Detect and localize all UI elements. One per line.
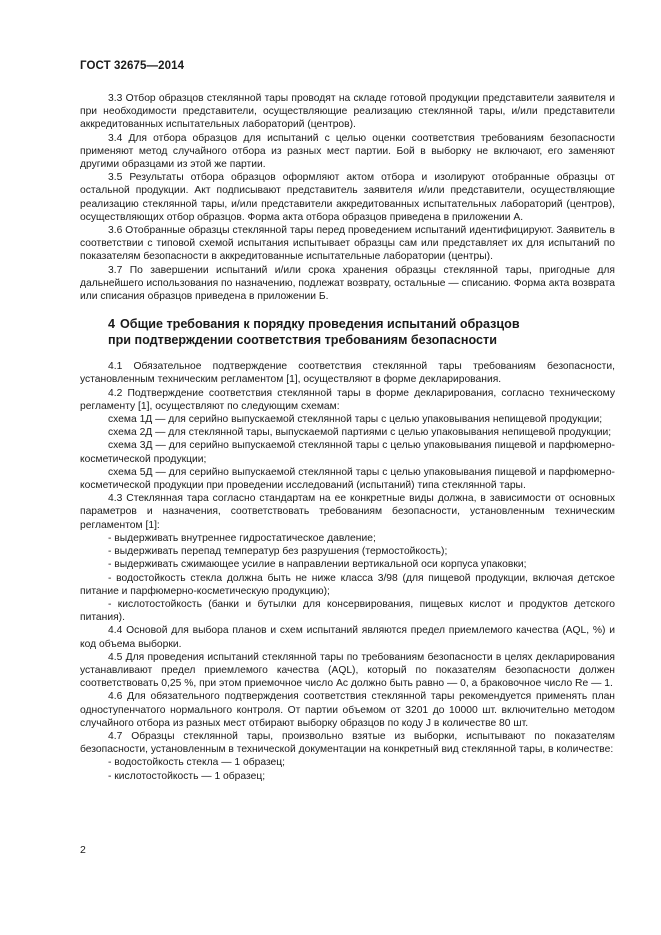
list-item-thermal: - выдерживать перепад температур без разрушения (термостойкость);	[108, 546, 448, 558]
list-item-water-resistance: - водостойкость стекла должна быть не ниже класса 3/98 (для пищевой продукции, включая детское питание и парфюмерно-косметическую продукцию);	[80, 572, 615, 597]
page-number: 2	[80, 844, 86, 856]
paragraph-3-7: 3.7 По завершении испытаний и/или срока хранения образцы стеклянной тары, пригодные для дальнейшего использования по назначению, подлежат возврату, остальные — списанию. Форма акта возврата или списания образцов приведена в приложении Б.	[80, 264, 615, 303]
paragraph-3-6: 3.6 Отобранные образцы стеклянной тары перед проведением испытаний идентифицируют. Заявитель в соответствии с типовой схемой испытания испытывает образцы сам или представляет их для испытаний по показателям безопасности в аккредитованные испытательные лаборатории (центры).	[80, 225, 615, 263]
document-body	[80, 92, 615, 783]
document-header: ГОСТ 32675—2014	[80, 60, 185, 72]
paragraph-4-1: 4.1 Обязательное подтверждение соответствия стеклянной тары требованиям безопасности, установленным техническим регламентом [1], осуществляют в форме декларирования.	[80, 361, 615, 386]
scheme-3d: схема 3Д — для серийно выпускаемой стеклянной тары с целью упаковывания пищевой и парфюмерно-косметической продукции;	[80, 440, 615, 465]
list-item-water-sample: - водостойкость стекла — 1 образец;	[108, 757, 286, 769]
paragraph-3-5: 3.5 Результаты отбора образцов оформляют актом отбора и изолируют отобранные образцы от остальной продукции. Акт подписывают представитель заявителя и/или представители, осуществляющие реализацию стеклянной тары, и/или представители аккредитованных испытательных лабораторий (центров), осуществляющих отбор образцов. Форма акта отбора образцов приведена в приложении А.	[80, 172, 615, 223]
section-number: 4	[108, 317, 116, 332]
list-item-compression: - выдерживать сжимающее усилие в направлении вертикальной оси корпуса упаковки;	[108, 559, 527, 571]
section-title-line1: Общие требования к порядку проведения испытаний образцов	[120, 317, 520, 332]
scheme-2d: схема 2Д — для стеклянной тары, выпускаемой партиями с целью упаковывания непищевой продукции;	[108, 427, 612, 439]
scheme-5d: схема 5Д — для серийно выпускаемой стеклянной тары с целью упаковывания пищевой и парфюмерно-косметической продукции при проведении исследований (испытаний) типа стеклянной тары.	[80, 466, 615, 492]
list-item-acid-resistance: - кислотостойкость (банки и бутылки для консервирования, пищевых кислот и продуктов детского питания).	[80, 598, 615, 624]
paragraph-3-4: 3.4 Для отбора образцов для испытаний с целью оценки соответствия требованиям безопасности применяют метод случайного отбора из разных мест партии. Бой в выборку не включают, его заменяют другими образцами из этой же партии.	[80, 132, 615, 171]
section-title-line2: при подтверждении соответствия требованиям безопасности	[108, 333, 497, 348]
paragraph-4-5: 4.5 Для проведения испытаний стеклянной тары по требованиям безопасности в целях декларирования устанавливают предел приемлемого качества (AQL), который по показателям безопасности должен соответствовать 0,25 %, при этом приемочное число Ас должно быть равно — 0, а браковочное число Re — 1.	[80, 651, 615, 690]
paragraph-4-4: 4.4 Основой для выбора планов и схем испытаний являются предел приемлемого качества (AQL, %) и код объема выборки.	[80, 625, 615, 650]
list-item-acid-sample: - кислотостойкость — 1 образец;	[108, 770, 266, 782]
section-heading-4	[80, 316, 615, 348]
paragraph-4-7: 4.7 Образцы стеклянной тары, произвольно взятые из выборки, испытывают по показателям безопасности, установленным в технической документации на конкретный вид стеклянной тары, в количестве:	[80, 730, 615, 756]
paragraph-4-2: 4.2 Подтверждение соответствия стеклянной тары в форме декларирования, согласно техническому регламенту [1], осуществляют по следующим схемам:	[80, 387, 615, 412]
scheme-1d: схема 1Д — для серийно выпускаемой стеклянной тары с целью упаковывания непищевой продукции;	[108, 414, 603, 426]
paragraph-4-3: 4.3 Стеклянная тара согласно стандартам на ее конкретные виды должна, в зависимости от основных параметров и назначения, соответствовать требованиям безопасности, установленным техническим регламентом [1]:	[80, 493, 615, 531]
paragraph-4-6: 4.6 Для обязательного подтверждения соответствия стеклянной тары рекомендуется применять план одноступенчатого нормального контроля. От партии объемом от 3201 до 10000 шт. включительно методом случайного отбора из разных мест отбирают выборку образцов по коду J в количестве 80 шт.	[80, 691, 615, 729]
list-item-hydrostatic: - выдерживать внутреннее гидростатическое давление;	[108, 532, 376, 544]
paragraph-3-3: 3.3 Отбор образцов стеклянной тары проводят на складе готовой продукции представители заявителя и при необходимости представители, осуществляющие реализацию стеклянной тары, и/или представители аккредитованных испытательных лабораторий (центров).	[80, 93, 615, 131]
